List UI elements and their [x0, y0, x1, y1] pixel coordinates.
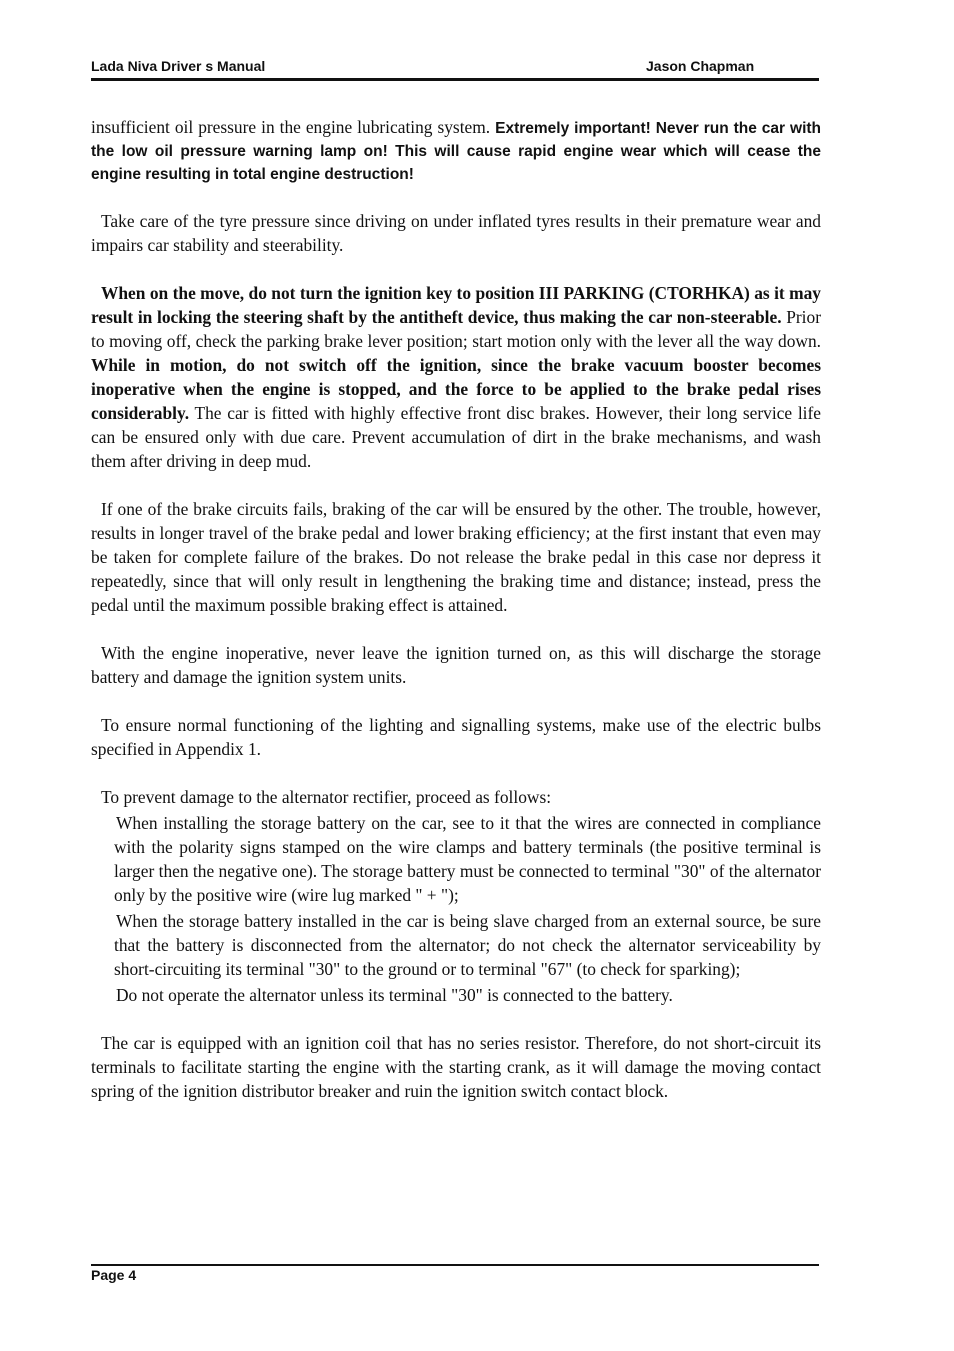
page-number: Page 4	[91, 1267, 137, 1283]
ignition-warning: When on the move, do not turn the ignition key to position III PARKING (CTORHKA) as it may result in locking the steering shaft by the antitheft device, thus making the car non-steerable.	[91, 283, 821, 327]
list-item: Do not operate the alternator unless its terminal "30" is connected to the battery.	[116, 985, 673, 1005]
alternator-list	[91, 785, 821, 1007]
list-item: When the storage battery installed in the car is being slave charged from an external source, be sure that the battery is disconnected from the alternator; do not check the alternator serviceability by short-circuiting its terminal "30" to the ground or to terminal "67" (to check for sparking);	[114, 911, 821, 979]
list-item: When installing the storage battery on the car, see to it that the wires are connected in compliance with the polarity signs stamped on the wire clamps and battery terminals (the positive terminal is larger then the negative one). The storage battery must be connected to terminal "30" of the alternator only by the positive wire (wire lug marked " + ");	[114, 813, 821, 905]
disc-brakes-text: The car is fitted with highly effective front disc brakes. However, their long service life can be ensured only with due care. Prevent accumulation of dirt in the brake mechanisms, and wash them after driving in deep mud.	[91, 403, 821, 471]
paragraph-lighting: To ensure normal functioning of the lighting and signalling systems, make use of the electric bulbs specified in Appendix 1.	[91, 715, 821, 759]
oil-pressure-warning: Extremely important! Never run the car with the low oil pressure warning lamp on! This will cause rapid engine wear which will cease the engine resulting in total engine destruction!	[91, 120, 822, 183]
paragraph-tyre-pressure: Take care of the tyre pressure since driving on under inflated tyres results in their premature wear and impairs car stability and steerability.	[91, 211, 821, 255]
oil-pressure-text: insufficient oil pressure in the engine lubricating system.	[91, 117, 496, 137]
paragraph-brake-circuit: If one of the brake circuits fails, braking of the car will be ensured by the other. The trouble, however, results in longer travel of the brake pedal and lower braking efficiency; at the first instant that even may be taken for complete failure of the brakes. Do not release the brake pedal in this case nor depress it repeatedly, since that will only result in lengthening the braking time and distance; instead, press the pedal until the maximum possible braking effect is attained.	[91, 499, 821, 615]
paragraph-oil-pressure	[91, 116, 821, 185]
page-body	[91, 116, 821, 1127]
author-name: Jason Chapman	[646, 58, 755, 74]
brake-booster-warning: While in motion, do not switch off the ignition, since the brake vacuum booster becomes inoperative when the engine is stopped, and the force to be applied to the brake pedal rises considerably.	[91, 355, 821, 423]
manual-title: Lada Niva Driver s Manual	[91, 58, 266, 74]
parking-brake-text: Prior to moving off, check the parking brake lever position; start motion only with the lever all the way down.	[91, 307, 821, 351]
page-header	[91, 57, 819, 81]
paragraph-ignition-coil: The car is equipped with an ignition coil that has no series resistor. Therefore, do not short-circuit its terminals to facilitate starting the engine with the starting crank, as it will damage the moving contact spring of the ignition distributor breaker and ruin the ignition switch contact block.	[91, 1033, 821, 1101]
paragraph-engine-inoperative: With the engine inoperative, never leave the ignition turned on, as this will discharge the storage battery and damage the ignition system units.	[91, 643, 821, 687]
paragraph-ignition-brakes	[91, 281, 821, 473]
page-footer	[91, 1264, 819, 1283]
alternator-lead: To prevent damage to the alternator rectifier, proceed as follows:	[101, 787, 552, 807]
